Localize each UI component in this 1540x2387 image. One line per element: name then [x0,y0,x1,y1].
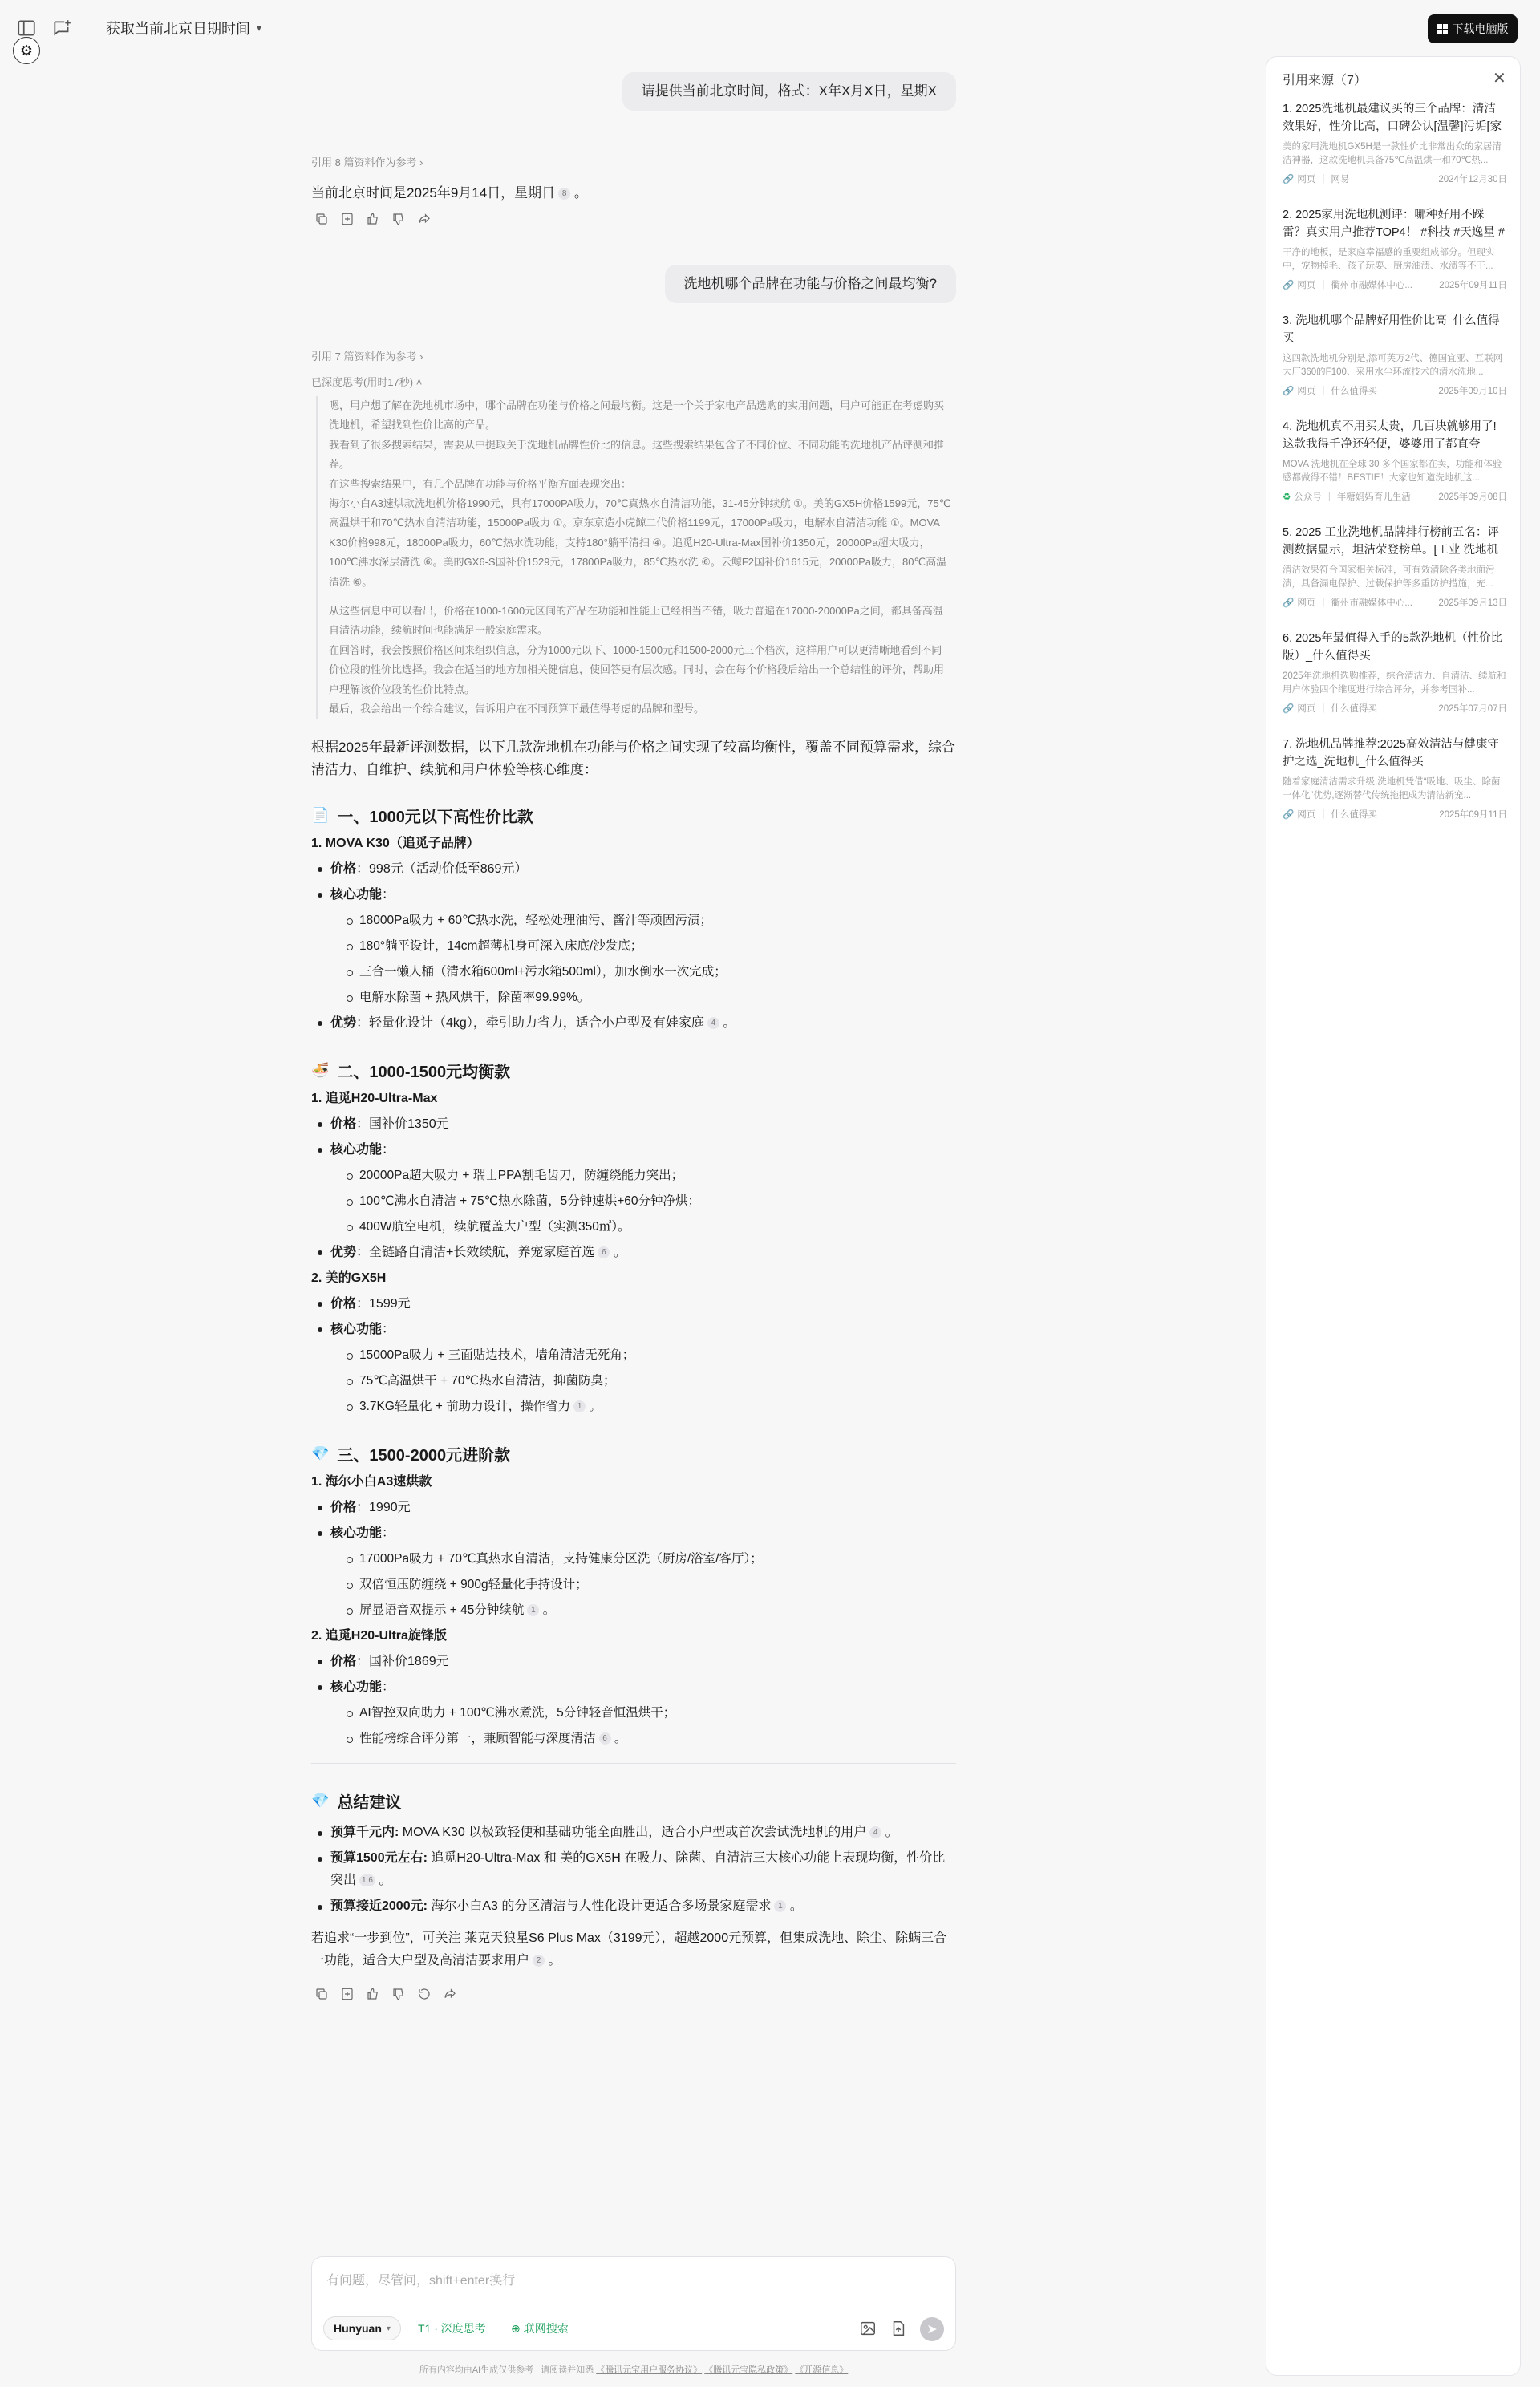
list-item: 价格：国补价1350元 [311,1112,956,1137]
source-date: 2025年09月13日 [1438,598,1507,608]
think-paragraph: 在回答时，我会按照价格区间来组织信息，分为1000元以下、1000-1500元和1500-2000元三个档次，这样用户可以更清晰地看到不同价位段的性价比选择。我会在适当的地方加相关健信息，使回答更有层次感。同时，会在每个价格段后给出一个总结性的评价，帮助用户理解该价位段的性价比特点。 [329,643,945,695]
citation-badge[interactable]: 1 [774,1900,786,1912]
sub-list-item: 三合一懒人桶（清水箱600ml+污水箱500ml），加水倒水一次完成； [311,959,956,985]
list-item: 价格：国补价1869元 [311,1649,956,1675]
think-paragraph: 嗯，用户想了解在洗地机市场中，哪个品牌在功能与价格之间最均衡。这是一个关于家电产品选购的实用问题，用户可能正在考虑购买洗地机，希望找到性价比高的产品。 [329,399,945,432]
source-snippet: 干净的地板，是家庭幸福感的重要组成部分。但现实中，宠物掉毛、孩子玩耍、厨房油渍、水渍等不干... [1283,248,1495,271]
deep-think-chip[interactable]: T1 · 深度思考 [418,2322,486,2335]
source-snippet: 美的家用洗地机GX5H是一款性价比非常出众的家居清洁神器，这款洗地机具备75℃高温烘干和70℃热... [1283,142,1502,165]
send-arrow-icon: ➤ [926,2323,938,2336]
source-title[interactable]: 3. 洗地机哪个品牌好用性价比高_什么值得买 [1283,314,1500,345]
references-link-2[interactable]: 引用 7 篇资料作为参考 › [311,351,424,363]
citation-badge[interactable]: 1 [573,1400,586,1412]
list-item: 价格：998元（活动价低至869元） [311,857,956,882]
source-site: 什么值得买 [1331,810,1377,820]
settings-gear-icon[interactable]: ⚙ [13,37,40,64]
citation-badge[interactable]: 8 [558,188,570,200]
sub-list-item: 400W航空电机，续航覆盖大户型（实测350㎡）。 [311,1214,956,1240]
product-title: 1. 海尔小白A3速烘款 [311,1475,432,1489]
citation-badge[interactable]: 4 [869,1826,881,1838]
source-meta: 🔗 网页 | 什么值得买 2025年09月11日 [1283,809,1507,820]
source-title[interactable]: 4. 洗地机真不用买太贵，几百块就够用了!这款我得千净还轻便，婆婆用了都直夸 [1283,420,1497,451]
sub-list-item: 3.7KG轻量化 + 前助力设计，操作省力 1 。 [311,1394,956,1420]
section-heading: 💎 总结建议 [311,1792,402,1812]
list-item: 预算接近2000元: 海尔小白A3 的分区清洁与人性化设计更适合多场景家庭需求 1 。 [311,1895,956,1918]
product-title: 1. MOVA K30（追觅子品牌） [311,837,480,850]
user-message-1: 请提供当前北京时间，格式：X年X月X日，星期X [622,72,956,111]
bowl-icon: 🍜 [311,1061,330,1078]
chevron-down-icon: ▾ [386,2324,391,2333]
source-type: 网页 [1297,810,1316,820]
source-meta: ♻ 公众号 | 年糖妈妈育儿生活 2025年09月08日 [1283,492,1507,502]
section-heading: 🍜 二、1000-1500元均衡款 [311,1061,511,1081]
image-upload-icon[interactable] [859,2320,877,2337]
bookmark-icon[interactable] [340,1987,355,2001]
source-card[interactable] [1283,206,1507,291]
globe-icon: ⊕ [511,2321,521,2335]
source-site: 什么值得买 [1331,704,1377,714]
source-card[interactable] [1283,630,1507,715]
list-item: 价格：1599元 [311,1291,956,1317]
source-date: 2025年09月11日 [1439,810,1507,820]
chat-input-box [311,2256,956,2351]
source-type: 网页 [1297,175,1316,184]
sub-list-item: 20000Pa超大吸力 + 瑞士PPA割毛齿刀，防缠绕能力突出； [311,1163,956,1189]
source-date: 2025年09月11日 [1439,281,1507,290]
closing-paragraph: 若追求“一步到位”，可关注 莱克天狼星S6 Plus Max（3199元），超越2000元预算，但集成洗地、除尘、除螨三合一功能，适合大户型及高清洁要求用户 2 。 [311,1931,947,1968]
thumbs-down-icon[interactable] [391,1987,406,2001]
citation-badge[interactable]: 1 6 [359,1874,375,1886]
file-upload-icon[interactable] [890,2320,907,2337]
wechat-icon: ♻ [1283,492,1291,502]
download-label: 下载电脑版 [1452,22,1509,35]
source-date: 2024年12月30日 [1438,175,1507,184]
think-paragraph: 从这些信息中可以看出，价格在1000-1600元区间的产品在功能和性能上已经相当不错，吸力普遍在17000-20000Pa之间，都具备高温自清洁功能，续航时间也能满足一般家庭需求。 [329,605,943,637]
chat-input[interactable]: 有问题，尽管问，shift+enter换行 [326,2274,516,2288]
think-paragraph: 海尔小白A3速烘款洗地机价格1990元，具有17000PA吸力，70℃真热水自清洁功能，31-45分钟续航 ①。美的GX5H价格1599元，75℃高温烘干和70℃热水自清洁功能，15000Pa吸力 ①。京东京造小虎鲸二代价格1199元，17000Pa吸力，电解水自清洁功能 ①。MOVA K30价格998元，18000Pa吸力，60℃热水洗功能，支持180°躺平清扫 ④。追觅H20-Ultra-Max国补价1350元，20000Pa超大吸力，100℃沸水深层清洗 ⑥。美的GX6-S国补价1529元，17800Pa吸力，85℃热水洗 ⑥。云鲸F2国补价1615元，20000Pa吸力，80℃高温清洗 ⑥。 [329,497,951,588]
sub-list-item: 17000Pa吸力 + 70℃真热水自清洁，支持健康分区洗（厨房/浴室/客厅）； [311,1546,956,1572]
chevron-down-icon: ▾ [257,22,262,34]
source-type: 网页 [1297,704,1316,714]
source-site: 年糖妈妈育儿生活 [1336,492,1411,502]
answer-1: 当前北京时间是2025年9月14日，星期日 8 。 [311,185,588,201]
source-site: 网易 [1331,175,1350,184]
list-item: 价格：1990元 [311,1495,956,1521]
source-date: 2025年07月07日 [1438,704,1507,714]
references-link-1[interactable]: 引用 8 篇资料作为参考 › [311,156,424,168]
link-icon: 🔗 [1283,281,1295,290]
share-icon[interactable] [417,212,432,226]
think-paragraph: 最后，我会给出一个综合建议，告诉用户在不同预算下最值得考虑的品牌和型号。 [329,703,705,715]
citation-badge[interactable]: 6 [598,1246,610,1258]
source-card[interactable] [1283,736,1507,821]
diamond-icon: 💎 [311,1792,330,1809]
sub-list-item: 屏显语音双提示 + 45分钟续航 1 。 [311,1598,956,1623]
answer-actions-1 [314,212,432,226]
windows-icon [1437,24,1448,34]
source-snippet: 2025年洗地机选购推荐，综合清洁力、自清洁、续航和用户体验四个维度进行综合评分，并参考国补... [1283,671,1506,695]
link-icon: 🔗 [1283,175,1295,184]
sub-list-item: 75℃高温烘干 + 70℃热水自清洁，抑菌防臭； [311,1368,956,1394]
source-card[interactable] [1283,418,1507,503]
bookmark-icon[interactable] [340,212,355,226]
source-date: 2025年09月10日 [1438,387,1507,396]
source-title[interactable]: 7. 洗地机品牌推荐:2025高效清洁与健康守护之选_洗地机_什么值得买 [1283,738,1499,768]
sub-list-item: 100℃沸水自清洁 + 75℃热水除菌，5分钟速烘+60分钟净烘； [311,1189,956,1214]
list-item: 核心功能： [311,1521,956,1546]
download-desktop-button[interactable] [1428,14,1518,43]
footer-disclaimer: 所有内容均由AI生成仅供参考 | 请阅读并知悉 《腾讯元宝用户服务协议》 《腾讯元宝隐私政策》 《开源信息》 [419,2365,849,2375]
think-paragraph: 我看到了很多搜索结果，需要从中提取关于洗地机品牌性价比的信息。这些搜索结果包含了不同价位、不同功能的洗地机产品评测和推荐。 [329,438,945,471]
source-card[interactable] [1283,524,1507,609]
list-item: 核心功能： [311,1317,956,1343]
close-icon[interactable]: ✕ [1493,70,1506,87]
deep-think-content [316,396,951,719]
source-title[interactable]: 6. 2025年最值得入手的5款洗地机（性价比版）_什么值得买 [1283,632,1502,663]
answer-intro: 根据2025年最新评测数据，以下几款洗地机在功能与价格之间实现了较高均衡性，覆盖不同预算需求，综合清洁力、自维护、续航和用户体验等核心维度： [311,740,955,777]
list-item: 预算千元内: MOVA K30 以极致轻便和基础功能全面胜出，适合小户型或首次尝试洗地机的用户 4 。 [311,1822,956,1844]
thumbs-up-icon[interactable] [366,1987,380,2001]
list-item: 核心功能： [311,1675,956,1700]
citation-badge[interactable]: 4 [707,1017,719,1029]
sub-list-item: AI智控双向助力 + 100℃沸水煮洗，5分钟轻音恒温烘干； [311,1700,956,1726]
sub-list-item: 18000Pa吸力 + 60℃热水洗，轻松处理油污、酱汁等顽固污渍； [311,908,956,934]
sub-list-item: 180°躺平设计，14cm超薄机身可深入床底/沙发底； [311,934,956,959]
product-title: 2. 美的GX5H [311,1271,387,1285]
source-title[interactable]: 2. 2025家用洗地机测评：哪种好用不踩雷？真实用户推荐TOP4！ #科技 #天逸星 # [1283,209,1505,239]
source-meta: 🔗 网页 | 衢州市融媒体中心... 2025年09月13日 [1283,598,1507,608]
source-type: 网页 [1297,387,1316,396]
sub-list-item: 双倍恒压防缠绕 + 900g轻量化手持设计； [311,1572,956,1598]
answer-actions-2 [314,1987,956,2001]
footer-link[interactable]: 《腾讯元宝隐私政策》 [704,2365,793,2375]
list-item: 优势：全链路自清洁+长效续航，养宠家庭首选 6 。 [311,1240,956,1266]
diamond-icon: 💎 [311,1445,330,1461]
footer-link[interactable]: 《腾讯元宝用户服务协议》 [596,2365,703,2375]
source-meta: 🔗 网页 | 网易 2024年12月30日 [1283,174,1507,184]
deep-think-toggle[interactable]: 已深度思考(用时17秒) ˄ [311,376,423,388]
sources-panel [1266,56,1521,2376]
product-title: 1. 追觅H20-Ultra-Max [311,1092,438,1105]
list-item: 预算1500元左右: 追觅H20-Ultra-Max 和 美的GX5H 在吸力、除菌、自清洁三大核心功能上表现均衡，性价比突出 1 6 。 [311,1847,956,1892]
list-item: 核心功能： [311,882,956,908]
user-message-2: 洗地机哪个品牌在功能与价格之间最均衡? [665,265,956,303]
citation-badge[interactable]: 2 [533,1955,545,1967]
source-snippet: 清洁效果符合国家相关标准，可有效清除各类地面污渍，具备漏电保护、过载保护等多重防护措施，充... [1283,565,1495,589]
new-chat-icon[interactable] [51,18,72,38]
sub-list-item: 15000Pa吸力 + 三面贴边技术，墙角清洁无死角； [311,1343,956,1368]
source-type: 公众号 [1294,492,1322,502]
source-card[interactable] [1283,100,1507,185]
link-icon: 🔗 [1283,598,1295,608]
chat-title[interactable] [106,18,261,38]
list-item: 优势：轻量化设计（4kg），牵引助力省力，适合小户型及有娃家庭 4 。 [311,1011,956,1036]
share-icon[interactable] [443,1987,457,2001]
copy-icon[interactable] [314,1987,329,2001]
section-heading: 📄 一、1000元以下高性价比款 [311,806,533,826]
source-snippet: MOVA 洗地机在全球 30 多个国家都在卖，功能和体验感都做得不错！BESTIE！大家也知道洗地机这... [1283,460,1502,483]
source-title[interactable]: 5. 2025 工业洗地机品牌排行榜前五名：评测数据显示，坦洁荣登榜单。[工业 洗地机 [1283,526,1499,557]
source-snippet: 随着家庭清洁需求升级,洗地机凭借“吸地、吸尘、除菌一体化”优势,逐渐替代传统拖把成为清洁新宠... [1283,777,1501,800]
source-type: 网页 [1297,598,1316,608]
web-search-chip[interactable]: ⊕ 联网搜索 [511,2321,569,2335]
source-meta: 🔗 网页 | 什么值得买 2025年09月10日 [1283,386,1507,396]
source-site: 衢州市融媒体中心... [1331,281,1412,290]
footer-link[interactable]: 《开源信息》 [795,2365,849,2375]
model-selector[interactable]: Hunyuan ▾ [323,2316,401,2340]
sidebar-toggle-icon[interactable] [16,18,37,38]
source-date: 2025年09月08日 [1438,492,1507,502]
citation-badge[interactable]: 1 [527,1604,539,1616]
top-bar [0,0,1540,59]
source-site: 衢州市融媒体中心... [1331,598,1412,608]
sub-list-item: 电解水除菌 + 热风烘干，除菌率99.99%。 [311,985,956,1011]
link-icon: 🔗 [1283,810,1295,820]
sources-title: 引用来源（7） [1283,74,1367,87]
divider [311,1763,956,1764]
product-title: 2. 追觅H20-Ultra旋锋版 [311,1629,447,1643]
copy-icon[interactable] [314,212,329,226]
source-title[interactable]: 1. 2025洗地机最建议买的三个品牌：清洁效果好，性价比高，口碑公认[温馨]污垢[家 [1283,103,1502,133]
thumbs-down-icon[interactable] [391,212,406,226]
thumbs-up-icon[interactable] [366,212,380,226]
link-icon: 🔗 [1283,387,1295,396]
link-icon: 🔗 [1283,704,1295,714]
regenerate-icon[interactable] [417,1987,432,2001]
list-item: 核心功能： [311,1137,956,1163]
source-card[interactable] [1283,312,1507,397]
think-paragraph: 在这些搜索结果中，有几个品牌在功能与价格平衡方面表现突出： [329,477,632,490]
source-site: 什么值得买 [1331,387,1377,396]
section-heading: 💎 三、1500-2000元进阶款 [311,1445,511,1465]
chat-title-text: 获取当前北京日期时间 [106,21,250,37]
source-meta: 🔗 网页 | 什么值得买 2025年07月07日 [1283,703,1507,714]
source-meta: 🔗 网页 | 衢州市融媒体中心... 2025年09月11日 [1283,280,1507,290]
source-snippet: 这四款洗地机分别是,添可芙万2代、德国宜亚、互联网大厂360的F100、采用水尘环流技术的清水洗地... [1283,354,1503,377]
source-type: 网页 [1297,281,1316,290]
sub-list-item: 性能榜综合评分第一，兼顾智能与深度清洁 6 。 [311,1726,956,1752]
send-button[interactable] [920,2317,944,2341]
citation-badge[interactable]: 6 [599,1732,611,1745]
answer-2 [311,736,956,2001]
document-icon: 📄 [311,806,330,823]
